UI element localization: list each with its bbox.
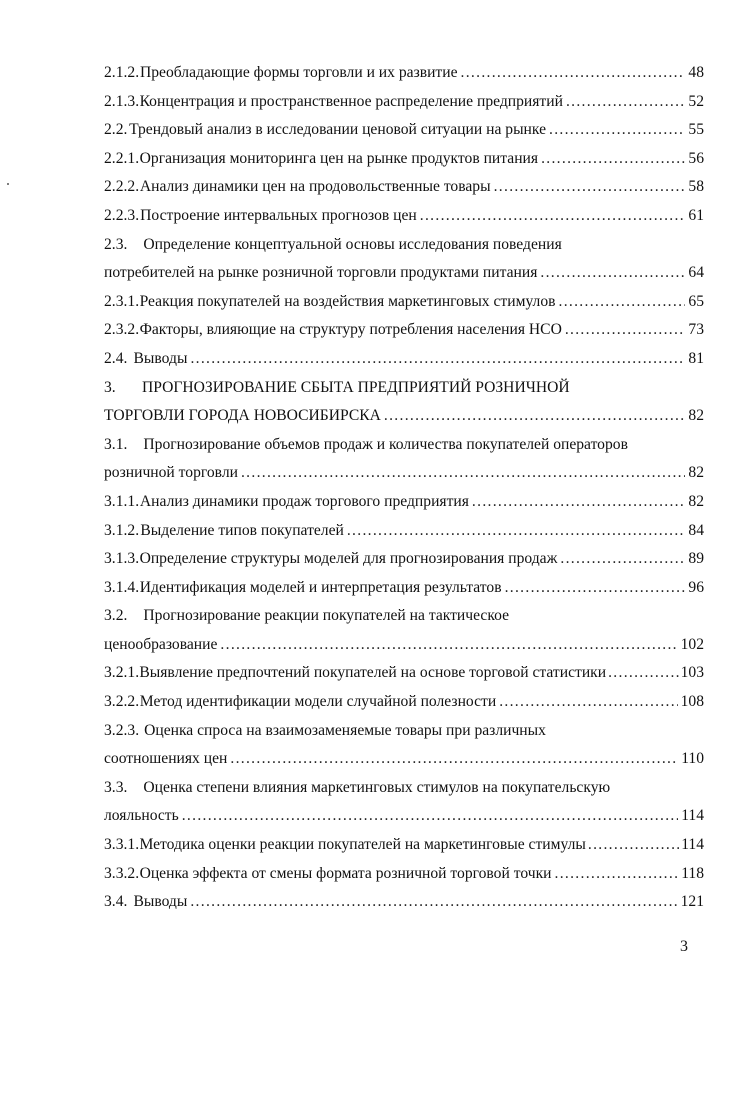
toc-title-continued: лояльность <box>104 807 179 825</box>
toc-title: Построение интервальных прогнозов цен <box>140 206 417 224</box>
toc-number: 3. <box>104 378 116 396</box>
toc-entry[interactable] <box>104 574 704 603</box>
toc-number: 3.2.2. <box>104 693 140 711</box>
toc-entry[interactable] <box>104 259 704 288</box>
toc-title: Прогнозирование реакции покупателей на тактическое <box>143 607 510 625</box>
toc-page: 81 <box>688 349 704 367</box>
toc-leader <box>541 145 685 174</box>
toc-number: 2.2.1. <box>104 149 140 167</box>
toc-leader <box>540 259 685 288</box>
toc-leader <box>241 459 685 488</box>
toc-title: Преобладающие формы торговли и их развитие <box>139 64 458 81</box>
toc-entry[interactable] <box>104 402 704 431</box>
toc-leader <box>230 745 678 774</box>
toc-entry[interactable] <box>104 631 704 660</box>
toc-number: 2.3.2. <box>104 321 140 339</box>
toc-page: 64 <box>688 264 704 282</box>
toc-title: Идентификация моделей и интерпретация результатов <box>139 578 502 596</box>
toc-number: 3.1.2. <box>104 521 140 539</box>
toc-title: Организация мониторинга цен на рынке продуктов питания <box>139 149 539 167</box>
page-number: 3 <box>680 938 688 955</box>
toc-entry-line[interactable] <box>104 774 704 803</box>
toc-number: 3.4. <box>104 893 128 911</box>
toc-title: Выделение типов покупателей <box>140 521 344 539</box>
toc-entry[interactable] <box>104 59 704 88</box>
toc-page: 61 <box>688 206 704 224</box>
toc-entry[interactable] <box>104 202 704 231</box>
toc-title: Анализ динамики цен на продовольственные товары <box>139 178 491 196</box>
toc-number: 3.1. <box>104 435 128 453</box>
toc-number: 2.2.2. <box>104 178 140 196</box>
toc-title: Метод идентификации модели случайной полезности <box>139 693 497 711</box>
toc-number: 2.2.3. <box>104 206 140 224</box>
toc-page: 89 <box>688 550 704 568</box>
toc-leader <box>461 59 686 88</box>
toc-title-continued: розничной торговли <box>104 464 238 482</box>
toc-number: 3.3.2. <box>104 864 140 882</box>
toc-page: 65 <box>688 292 704 310</box>
toc-entry-line[interactable] <box>104 602 704 631</box>
toc-title: ПРОГНОЗИРОВАНИЕ СБЫТА ПРЕДПРИЯТИЙ РОЗНИЧНОЙ <box>142 378 570 396</box>
toc-title: Методика оценки реакции покупателей на маркетинговые стимулы <box>139 836 586 854</box>
toc-number: 3.1.3. <box>104 550 140 568</box>
toc-entry[interactable] <box>104 145 704 174</box>
toc-title-continued: потребителей на рынке розничной торговли продуктами питания <box>104 264 538 282</box>
toc-title-continued: ценообразование <box>104 635 218 653</box>
toc-page: 52 <box>688 92 704 110</box>
toc-leader <box>555 860 679 889</box>
toc-leader <box>566 88 685 117</box>
toc-page: 114 <box>681 807 704 825</box>
toc-title: Оценка эффекта от смены формата розничной торговой точки <box>139 864 552 882</box>
toc-title: Выводы <box>133 893 188 911</box>
toc-page: 118 <box>681 864 704 882</box>
toc-title: Оценка степени влияния маркетинговых стимулов на покупательскую <box>143 778 611 796</box>
toc-entry[interactable] <box>104 517 704 546</box>
toc-leader <box>499 688 677 717</box>
toc-leader <box>182 802 678 831</box>
toc-number: 3.1.1. <box>104 492 140 510</box>
toc-entry[interactable] <box>104 659 704 688</box>
toc-number: 3.2.1. <box>104 664 140 682</box>
toc-number: 2.3. <box>104 235 128 253</box>
toc-number: 2.1.3. <box>104 92 140 110</box>
toc-leader <box>420 202 686 231</box>
toc-entry[interactable] <box>104 488 704 517</box>
toc-number: 2.1.2. <box>104 64 140 81</box>
toc-page: 82 <box>688 407 704 425</box>
toc-entry[interactable] <box>104 345 704 374</box>
toc-page: 103 <box>680 664 704 682</box>
toc-page: 114 <box>681 836 704 854</box>
toc-leader <box>588 831 679 860</box>
toc-leader <box>494 173 686 202</box>
toc-number: 3.3.1. <box>104 836 140 854</box>
toc-entry[interactable] <box>104 173 704 202</box>
toc-entry[interactable] <box>104 802 704 831</box>
toc-entry-line[interactable] <box>104 231 704 260</box>
toc-page: 84 <box>688 521 704 539</box>
toc-entry[interactable] <box>104 888 704 917</box>
toc-entry[interactable] <box>104 316 704 345</box>
toc-title: Определение концептуальной основы исследования поведения <box>143 235 562 253</box>
toc-title: Выявление предпочтений покупателей на основе торговой статистики <box>139 664 607 682</box>
toc-page: 48 <box>688 64 704 81</box>
toc-title-continued: ТОРГОВЛИ ГОРОДА НОВОСИБИРСКА <box>104 407 381 425</box>
toc-entry-line[interactable] <box>104 374 704 403</box>
toc-title: Трендовый анализ в исследовании ценовой ситуации на рынке <box>129 121 547 139</box>
toc-page: 110 <box>681 750 704 768</box>
toc-leader <box>384 402 686 431</box>
toc-entry-line[interactable] <box>104 717 704 746</box>
toc-page: 56 <box>688 149 704 167</box>
toc-title: Факторы, влияющие на структуру потребления населения НСО <box>139 321 562 339</box>
toc-leader <box>560 545 685 574</box>
toc-title: Реакция покупателей на воздействия маркетинговых стимулов <box>139 292 556 310</box>
toc-number: 3.2.3. <box>104 721 140 739</box>
toc-entry[interactable] <box>104 116 704 145</box>
toc-number: 3.1.4. <box>104 578 140 596</box>
toc-entry[interactable] <box>104 459 704 488</box>
toc-title: Прогнозирование объемов продаж и количества покупателей операторов <box>143 435 628 453</box>
toc-number: 3.2. <box>104 607 128 625</box>
toc-leader <box>565 316 686 345</box>
toc-title: Анализ динамики продаж торгового предприятия <box>139 492 469 510</box>
toc-entry[interactable] <box>104 860 704 889</box>
toc-number: 2.3.1. <box>104 292 140 310</box>
toc-leader <box>505 574 686 603</box>
toc-leader <box>347 517 686 546</box>
toc-number: 2.2. <box>104 121 128 139</box>
toc-title-continued: соотношениях цен <box>104 750 228 768</box>
toc-leader <box>190 345 685 374</box>
scan-speck <box>7 183 9 185</box>
toc-entry[interactable] <box>104 288 704 317</box>
toc-leader <box>559 288 686 317</box>
toc-leader <box>608 659 679 688</box>
toc-page: 58 <box>688 178 704 196</box>
toc-title: Оценка спроса на взаимозаменяемые товары при различных <box>144 721 546 739</box>
toc-entry-line[interactable] <box>104 431 704 460</box>
toc-page: 121 <box>680 893 704 911</box>
toc-page: 73 <box>688 321 704 339</box>
toc-title: Концентрация и пространственное распределение предприятий <box>139 92 563 110</box>
table-of-contents <box>104 59 704 917</box>
toc-page: 96 <box>688 578 704 596</box>
toc-page: 55 <box>688 121 704 139</box>
toc-number: 2.4. <box>104 349 128 367</box>
toc-page: 102 <box>680 635 704 653</box>
toc-entry[interactable] <box>104 545 704 574</box>
toc-page: 82 <box>688 492 704 510</box>
toc-leader <box>190 888 677 917</box>
toc-leader <box>549 116 685 145</box>
toc-leader <box>220 631 677 660</box>
toc-number: 3.3. <box>104 778 128 796</box>
toc-page: 82 <box>688 464 704 482</box>
toc-title: Определение структуры моделей для прогнозирования продаж <box>139 550 558 568</box>
toc-title: Выводы <box>133 349 188 367</box>
toc-entry[interactable] <box>104 831 704 860</box>
toc-leader <box>472 488 685 517</box>
toc-entry[interactable] <box>104 88 704 117</box>
toc-entry[interactable] <box>104 745 704 774</box>
toc-entry[interactable] <box>104 688 704 717</box>
toc-page: 108 <box>680 693 704 711</box>
